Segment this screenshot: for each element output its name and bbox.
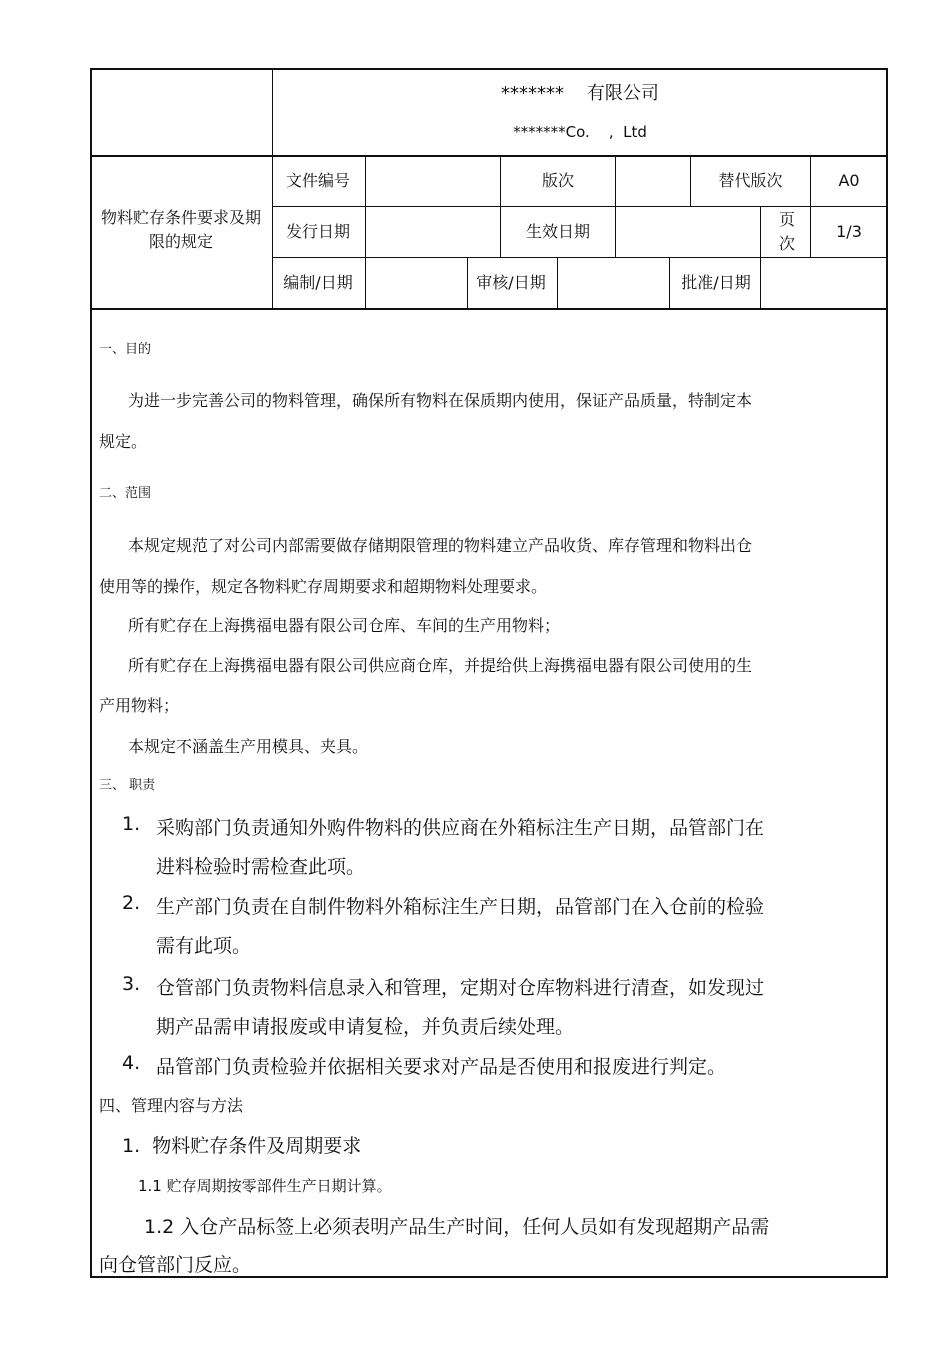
duty-item-number: 3.	[122, 973, 141, 995]
duty-item-line2: 进料检验时需检查此项。	[156, 856, 366, 878]
duty-item-line2: 需有此项。	[156, 935, 252, 957]
issue-date-label: 发行日期	[285, 222, 350, 241]
file-number-label: 文件编号	[285, 171, 350, 190]
approved-by-label: 批准/日期	[681, 273, 751, 292]
section-4-subheading-1: 1. 物料贮存条件及周期要求	[122, 1135, 362, 1157]
company-name-en: *******Co. , Ltd	[513, 123, 647, 141]
header-vline-i	[669, 258, 670, 309]
section-1-title: 一、目的	[99, 342, 152, 357]
prepared-by-label: 编制/日期	[283, 273, 353, 292]
section-1-paragraph-line2: 规定。	[99, 432, 148, 451]
header-vline-g	[467, 258, 468, 309]
header-vline-f	[760, 207, 761, 309]
section-4-clause-1-1: 1.1 贮存周期按零部件生产日期计算。	[138, 1177, 392, 1195]
header-divider-4	[90, 308, 888, 310]
section-3-title: 三、 职责	[99, 778, 156, 793]
section-2-paragraph-3-line2: 产用物料；	[99, 696, 180, 715]
duty-item-line1: 仓管部门负责物料信息录入和管理，定期对仓库物料进行清查，如发现过	[156, 977, 765, 999]
company-name-cn: ******* 有限公司	[501, 83, 659, 104]
version-label: 版次	[541, 171, 574, 190]
duty-item-number: 1.	[122, 813, 141, 835]
section-4-clause-1-2-line1: 1.2 入仓产品标签上必须表明产品生产时间，任何人员如有发现超期产品需	[144, 1216, 770, 1238]
section-4-clause-1-2-line2: 向仓管部门反应。	[99, 1254, 252, 1276]
document-title: 物料贮存条件要求及期限的规定	[100, 208, 261, 251]
section-2-title: 二、范围	[99, 486, 152, 501]
duty-item-line1: 采购部门负责通知外购件物料的供应商在外箱标注生产日期，品管部门在	[156, 817, 765, 839]
effective-date-label: 生效日期	[525, 222, 590, 241]
section-4-title: 四、管理内容与方法	[99, 1096, 244, 1115]
page-label: 页次	[778, 210, 795, 253]
duty-item-line1: 生产部门负责在自制件物料外箱标注生产日期，品管部门在入仓前的检验	[156, 896, 765, 918]
section-2-paragraph-3-line1: 所有贮存在上海携福电器有限公司供应商仓库，并提给供上海携福电器有限公司使用的生	[128, 656, 753, 675]
replace-version-value: A0	[838, 171, 860, 190]
header-vline-h	[557, 258, 558, 309]
reviewed-by-label: 审核/日期	[476, 273, 546, 292]
duty-item-number: 2.	[122, 892, 141, 914]
duty-item-line1: 品管部门负责检验并依据相关要求对产品是否使用和报废进行判定。	[156, 1056, 727, 1078]
header-vline-a	[365, 156, 366, 309]
header-vline-c	[615, 156, 616, 257]
section-2-paragraph-4: 本规定不涵盖生产用模具、夹具。	[128, 737, 369, 756]
section-2-paragraph-2: 所有贮存在上海携福电器有限公司仓库、车间的生产用物料；	[128, 616, 561, 635]
section-2-paragraph-1-line1: 本规定规范了对公司内部需要做存储期限管理的物料建立产品收货、库存管理和物料出仓	[128, 536, 753, 555]
page-value: 1/3	[836, 222, 862, 241]
section-2-paragraph-1-line2: 使用等的操作，规定各物料贮存周期要求和超期物料处理要求。	[99, 577, 548, 596]
section-1-paragraph-line1: 为进一步完善公司的物料管理，确保所有物料在保质期内使用，保证产品质量，特制定本	[128, 391, 753, 410]
duty-item-line2: 期产品需申请报废或申请复检，并负责后续处理。	[156, 1016, 575, 1038]
replace-version-label: 替代版次	[718, 171, 783, 190]
duty-item-number: 4.	[122, 1052, 141, 1074]
